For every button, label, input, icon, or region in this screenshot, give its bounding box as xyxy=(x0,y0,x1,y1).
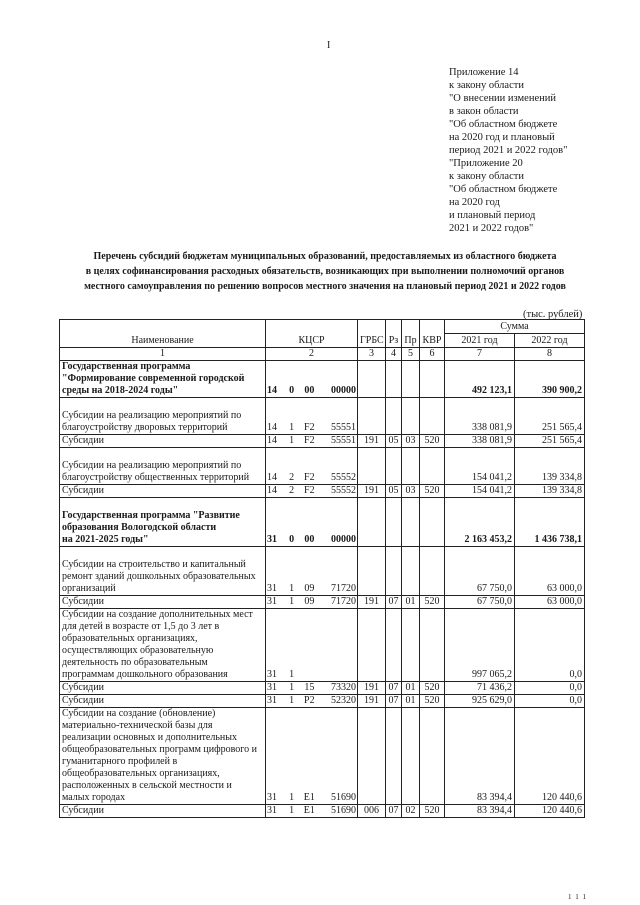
title-line: местного самоуправления по решению вопросов местного значения на плановый период 2021 и 2022 годов xyxy=(84,281,566,292)
row-kcsr xyxy=(266,609,358,682)
row-name-line: Государственная программа xyxy=(62,361,191,372)
row-name xyxy=(60,682,266,695)
row-name-line: Субсидии на создание дополнительных мест xyxy=(62,609,253,620)
row-pr xyxy=(402,498,420,547)
row-name xyxy=(60,448,266,485)
table-row xyxy=(60,547,585,596)
row-kcsr xyxy=(266,361,358,398)
row-pr xyxy=(402,448,420,485)
row-rz xyxy=(386,361,402,398)
row-name-line: малых городах xyxy=(62,792,126,803)
row-v2021: 83 394,4 xyxy=(445,805,515,818)
kcsr-part: 31 xyxy=(267,805,277,816)
appendix-line: к закону области xyxy=(449,80,524,91)
column-number: 2 xyxy=(266,348,358,361)
row-v2022: 139 334,8 xyxy=(515,448,585,485)
kcsr-part: F2 xyxy=(304,435,315,446)
row-kvr: 520 xyxy=(420,596,445,609)
row-kcsr xyxy=(266,398,358,435)
row-name-line: деятельность по образовательным xyxy=(62,657,208,668)
kcsr-part: 55551 xyxy=(330,422,356,433)
row-rz: 05 xyxy=(386,485,402,498)
header-2021: 2021 год xyxy=(445,334,515,348)
kcsr-part: 15 xyxy=(304,682,315,693)
row-name xyxy=(60,435,266,448)
row-kcsr xyxy=(266,708,358,805)
row-pr xyxy=(402,361,420,398)
appendix-line: Приложение 14 xyxy=(449,67,519,78)
kcsr-part: 00 xyxy=(304,385,315,396)
row-rz xyxy=(386,398,402,435)
row-kcsr xyxy=(266,435,358,448)
kcsr-part: 1 xyxy=(289,682,295,693)
row-pr: 02 xyxy=(402,805,420,818)
row-v2022: 251 565,4 xyxy=(515,435,585,448)
column-number: 5 xyxy=(402,348,420,361)
kcsr-part: 14 xyxy=(267,472,277,483)
table-row xyxy=(60,448,585,485)
row-kvr: 520 xyxy=(420,485,445,498)
row-grbs: 191 xyxy=(358,682,386,695)
appendix-line: "Приложение 20 xyxy=(449,158,523,169)
row-name-line: организаций xyxy=(62,583,116,594)
row-kcsr xyxy=(266,682,358,695)
kcsr-part: 31 xyxy=(267,583,277,594)
kcsr-part: 51690 xyxy=(330,805,356,816)
kcsr-part: 0 xyxy=(289,534,295,545)
kcsr-part xyxy=(322,669,356,681)
row-name-line xyxy=(62,547,263,559)
kcsr-part: 31 xyxy=(267,792,277,803)
row-name-line: на 2021-2025 годы" xyxy=(62,534,149,545)
row-v2021: 154 041,2 xyxy=(445,448,515,485)
row-grbs xyxy=(358,448,386,485)
table-row xyxy=(60,398,585,435)
kcsr-part xyxy=(300,669,318,681)
header-rz: Рз xyxy=(386,320,402,348)
row-kvr: 520 xyxy=(420,805,445,818)
row-grbs xyxy=(358,361,386,398)
row-v2021: 997 065,2 xyxy=(445,609,515,682)
row-kcsr xyxy=(266,498,358,547)
document-title xyxy=(60,249,590,294)
row-rz xyxy=(386,547,402,596)
row-kcsr xyxy=(266,596,358,609)
row-rz: 05 xyxy=(386,435,402,448)
kcsr-part: 09 xyxy=(304,596,315,607)
row-name-line: Субсидии xyxy=(62,682,104,693)
appendix-line: "Об областном бюджете xyxy=(449,119,558,130)
kcsr-part: 14 xyxy=(267,422,277,433)
kcsr-part: 00000 xyxy=(330,534,356,545)
row-name-line: реализации основных и дополнительных xyxy=(62,732,237,743)
row-kvr xyxy=(420,398,445,435)
row-name-line: осуществляющих образовательную xyxy=(62,645,214,656)
row-name-line: образовательных организациях, xyxy=(62,633,198,644)
column-number: 1 xyxy=(60,348,266,361)
row-kvr: 520 xyxy=(420,682,445,695)
appendix-line: период 2021 и 2022 годов" xyxy=(449,145,568,156)
row-name-line: Субсидии на строительство и капитальный xyxy=(62,559,246,570)
row-name xyxy=(60,361,266,398)
row-name xyxy=(60,498,266,547)
kcsr-part: 1 xyxy=(289,596,295,607)
title-line: в целях софинансирования расходных обязательств, возникающих при выполнении полномочий органов xyxy=(85,266,565,277)
row-v2022: 0,0 xyxy=(515,695,585,708)
row-rz: 07 xyxy=(386,682,402,695)
row-name-line: расположенных в сельской местности и xyxy=(62,780,232,791)
appendix-line: и плановый период xyxy=(449,210,536,221)
row-name xyxy=(60,695,266,708)
kcsr-part: 2 xyxy=(289,472,295,483)
row-name-line: Субсидии xyxy=(62,485,104,496)
kcsr-part: 0 xyxy=(289,385,295,396)
table-row xyxy=(60,609,585,682)
kcsr-part: 14 xyxy=(267,435,277,446)
row-kvr xyxy=(420,609,445,682)
row-name-line: ремонт зданий дошкольных образовательных xyxy=(62,571,256,582)
footer-mark: 1 1 1 xyxy=(568,893,587,901)
row-kvr xyxy=(420,498,445,547)
row-v2021: 925 629,0 xyxy=(445,695,515,708)
row-name xyxy=(60,485,266,498)
kcsr-part: 55551 xyxy=(330,435,356,446)
kcsr-part: 71720 xyxy=(330,596,356,607)
kcsr-part: P2 xyxy=(304,695,315,706)
row-pr: 03 xyxy=(402,435,420,448)
row-v2021: 2 163 453,2 xyxy=(445,498,515,547)
column-number-row xyxy=(60,348,585,361)
kcsr-part: 55552 xyxy=(330,472,356,483)
table-row xyxy=(60,682,585,695)
row-rz: 07 xyxy=(386,596,402,609)
kcsr-part: 31 xyxy=(267,669,277,680)
row-grbs: 191 xyxy=(358,695,386,708)
row-kcsr xyxy=(266,547,358,596)
kcsr-part: 73320 xyxy=(330,682,356,693)
row-name-line: Субсидии xyxy=(62,695,104,706)
row-name xyxy=(60,398,266,435)
row-pr: 01 xyxy=(402,596,420,609)
row-grbs: 006 xyxy=(358,805,386,818)
row-pr xyxy=(402,547,420,596)
row-name-line: гуманитарного профилей в xyxy=(62,756,178,767)
column-number: 6 xyxy=(420,348,445,361)
column-number: 3 xyxy=(358,348,386,361)
header-sum: Сумма xyxy=(445,320,585,334)
row-name-line: Субсидии xyxy=(62,805,104,816)
row-pr xyxy=(402,708,420,805)
subsidy-table xyxy=(59,319,585,818)
row-name-line xyxy=(62,498,263,510)
row-rz xyxy=(386,708,402,805)
row-pr xyxy=(402,398,420,435)
row-pr xyxy=(402,609,420,682)
row-name xyxy=(60,609,266,682)
row-v2022: 251 565,4 xyxy=(515,398,585,435)
row-kvr xyxy=(420,361,445,398)
row-v2022: 139 334,8 xyxy=(515,485,585,498)
kcsr-part: 1 xyxy=(289,695,295,706)
table-row xyxy=(60,805,585,818)
header-grbs: ГРБС xyxy=(358,320,386,348)
row-kvr xyxy=(420,547,445,596)
kcsr-part: F2 xyxy=(304,422,315,433)
row-name-line: "Формирование современной городской xyxy=(62,373,245,384)
row-name xyxy=(60,708,266,805)
row-name xyxy=(60,596,266,609)
row-name-line: для детей в возрасте от 1,5 до 3 лет в xyxy=(62,621,220,632)
table-row xyxy=(60,498,585,547)
row-name-line: общеобразовательных программ цифрового и xyxy=(62,744,257,755)
row-kvr: 520 xyxy=(420,695,445,708)
appendix-line: 2021 и 2022 годов" xyxy=(449,223,534,234)
header-name: Наименование xyxy=(60,320,266,348)
kcsr-part: 31 xyxy=(267,534,277,545)
row-v2021: 338 081,9 xyxy=(445,398,515,435)
row-name xyxy=(60,547,266,596)
row-pr: 01 xyxy=(402,695,420,708)
kcsr-part: 00 xyxy=(304,534,315,545)
kcsr-part: 31 xyxy=(267,682,277,693)
appendix-line: на 2020 год и плановый xyxy=(449,132,555,143)
row-name-line xyxy=(62,448,263,460)
unit-label: (тыс. рублей) xyxy=(523,309,583,320)
row-name xyxy=(60,805,266,818)
row-name-line: Государственная программа "Развитие xyxy=(62,510,240,521)
row-v2022: 120 440,6 xyxy=(515,805,585,818)
column-number: 4 xyxy=(386,348,402,361)
appendix-line: "Об областном бюджете xyxy=(449,184,558,195)
column-number: 8 xyxy=(515,348,585,361)
row-name-line: Субсидии на реализацию мероприятий по xyxy=(62,460,242,471)
kcsr-part: E1 xyxy=(303,792,315,803)
kcsr-part: 1 xyxy=(289,583,295,594)
row-v2021: 67 750,0 xyxy=(445,547,515,596)
row-name-line: материально-технической базы для xyxy=(62,720,213,731)
header-kcsr: КЦСР xyxy=(266,320,358,348)
kcsr-part: F2 xyxy=(304,472,315,483)
row-name-line: программам дошкольного образования xyxy=(62,669,228,680)
kcsr-part: 2 xyxy=(289,485,295,496)
kcsr-part: 51690 xyxy=(330,792,356,803)
row-name-line: образования Вологодской области xyxy=(62,522,217,533)
table-row xyxy=(60,435,585,448)
row-v2022: 63 000,0 xyxy=(515,547,585,596)
kcsr-part: 55552 xyxy=(330,485,356,496)
appendix-line: к закону области xyxy=(449,171,524,182)
row-grbs xyxy=(358,609,386,682)
appendix-block xyxy=(449,66,629,235)
row-grbs: 191 xyxy=(358,596,386,609)
row-grbs xyxy=(358,547,386,596)
row-v2022: 63 000,0 xyxy=(515,596,585,609)
row-kcsr xyxy=(266,448,358,485)
row-pr: 03 xyxy=(402,485,420,498)
row-v2022: 0,0 xyxy=(515,609,585,682)
kcsr-part: 1 xyxy=(289,422,295,433)
row-kvr: 520 xyxy=(420,435,445,448)
row-v2021: 71 436,2 xyxy=(445,682,515,695)
row-grbs: 191 xyxy=(358,485,386,498)
kcsr-part: 31 xyxy=(267,695,277,706)
row-name-line: Субсидии xyxy=(62,435,104,446)
row-v2022: 0,0 xyxy=(515,682,585,695)
kcsr-part: E1 xyxy=(303,805,315,816)
row-rz: 07 xyxy=(386,805,402,818)
appendix-line: на 2020 год xyxy=(449,197,500,208)
kcsr-part: 1 xyxy=(289,805,295,816)
title-line: Перечень субсидий бюджетам муниципальных образований, предоставляемых из областного бюджета xyxy=(93,251,557,262)
row-name-line: Субсидии xyxy=(62,596,104,607)
appendix-line: в закон области xyxy=(449,106,519,117)
row-v2021: 338 081,9 xyxy=(445,435,515,448)
row-v2022: 1 436 738,1 xyxy=(515,498,585,547)
kcsr-part: 1 xyxy=(289,792,295,803)
kcsr-part: 00000 xyxy=(330,385,356,396)
appendix-line: "О внесении изменений xyxy=(449,93,556,104)
row-name-line: общеобразовательных организациях, xyxy=(62,768,220,779)
row-v2021: 154 041,2 xyxy=(445,485,515,498)
table-row xyxy=(60,361,585,398)
row-rz: 07 xyxy=(386,695,402,708)
row-rz xyxy=(386,498,402,547)
row-name-line: Субсидии на создание (обновление) xyxy=(62,708,216,719)
row-kvr xyxy=(420,448,445,485)
table-row xyxy=(60,485,585,498)
column-number: 7 xyxy=(445,348,515,361)
row-grbs: 191 xyxy=(358,435,386,448)
header-2022: 2022 год xyxy=(515,334,585,348)
row-kvr xyxy=(420,708,445,805)
kcsr-part: 71720 xyxy=(330,583,356,594)
row-rz xyxy=(386,609,402,682)
header-kvr: КВР xyxy=(420,320,445,348)
header-pr: Пр xyxy=(402,320,420,348)
row-v2022: 120 440,6 xyxy=(515,708,585,805)
row-name-line: среды на 2018-2024 годы" xyxy=(62,385,179,396)
row-v2021: 83 394,4 xyxy=(445,708,515,805)
kcsr-part: 14 xyxy=(267,485,277,496)
kcsr-part: 52320 xyxy=(330,695,356,706)
row-kcsr xyxy=(266,805,358,818)
kcsr-part: F2 xyxy=(304,485,315,496)
row-name-line xyxy=(62,398,263,410)
row-grbs xyxy=(358,498,386,547)
row-pr: 01 xyxy=(402,682,420,695)
kcsr-part: 31 xyxy=(267,596,277,607)
row-v2021: 67 750,0 xyxy=(445,596,515,609)
row-name-line: благоустройству дворовых территорий xyxy=(62,422,228,433)
kcsr-part: 14 xyxy=(267,385,277,396)
row-rz xyxy=(386,448,402,485)
table-row xyxy=(60,596,585,609)
row-kcsr xyxy=(266,695,358,708)
row-grbs xyxy=(358,708,386,805)
row-name-line: Субсидии на реализацию мероприятий по xyxy=(62,410,242,421)
row-name-line: благоустройству общественных территорий xyxy=(62,472,250,483)
row-v2021: 492 123,1 xyxy=(445,361,515,398)
row-v2022: 390 900,2 xyxy=(515,361,585,398)
kcsr-part: 1 xyxy=(289,435,295,446)
row-kcsr xyxy=(266,485,358,498)
kcsr-part: 09 xyxy=(304,583,315,594)
page-mark: I xyxy=(327,40,331,51)
table-row xyxy=(60,695,585,708)
row-grbs xyxy=(358,398,386,435)
table-row xyxy=(60,708,585,805)
kcsr-part: 1 xyxy=(289,669,295,680)
